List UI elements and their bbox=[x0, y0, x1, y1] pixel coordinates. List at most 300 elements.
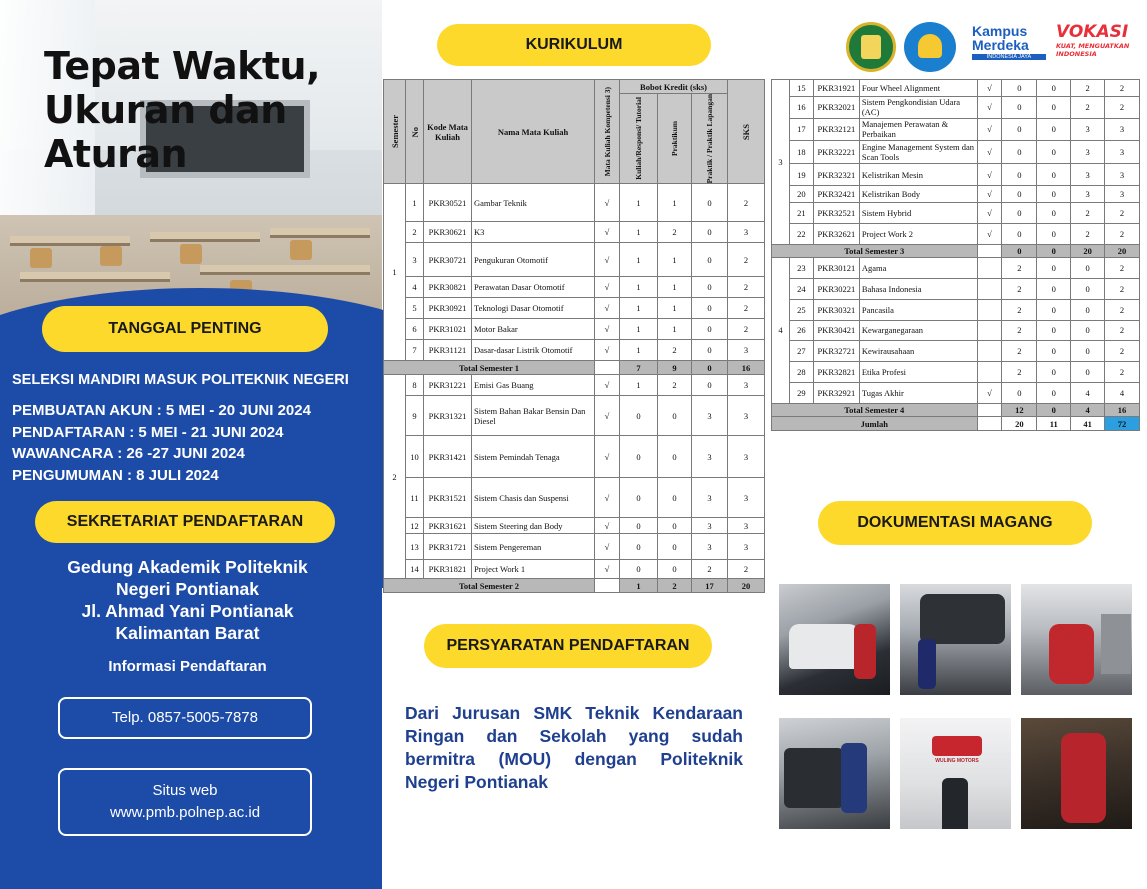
table-cell: 2 bbox=[1071, 223, 1105, 244]
table-cell: 0 bbox=[692, 277, 728, 298]
table-cell: 1 bbox=[620, 243, 658, 277]
table-cell bbox=[977, 278, 1002, 299]
table-cell: 0 bbox=[1002, 80, 1037, 97]
sekretariat-label: SEKRETARIAT PENDAFTARAN bbox=[35, 501, 335, 543]
photo-sign-text: WULING MOTORS bbox=[935, 758, 979, 764]
total-cell: 0 bbox=[1037, 244, 1071, 258]
table-cell: √ bbox=[595, 277, 620, 298]
table-cell: 29 bbox=[789, 383, 813, 404]
table-cell: 0 bbox=[1002, 164, 1037, 186]
table-cell: PKR32321 bbox=[813, 164, 859, 186]
table-cell: 0 bbox=[658, 518, 692, 534]
semester-cell: 1 bbox=[384, 184, 406, 361]
table-cell: √ bbox=[595, 518, 620, 534]
total-cell: 20 bbox=[1105, 244, 1140, 258]
table-cell: 2 bbox=[406, 222, 424, 243]
table-row bbox=[772, 223, 1140, 244]
table-cell: √ bbox=[595, 375, 620, 396]
table-cell: 0 bbox=[1002, 223, 1037, 244]
polnep-logo bbox=[846, 22, 896, 72]
sekretariat-address: Gedung Akademik Politeknik Negeri Pontianak Jl. Ahmad Yani Pontianak Kalimantan Barat bbox=[67, 557, 308, 643]
table-cell: PKR30821 bbox=[424, 277, 472, 298]
table-row bbox=[384, 560, 765, 579]
table-cell: 2 bbox=[1105, 96, 1140, 118]
table-cell: 0 bbox=[1071, 278, 1105, 299]
table-cell: PKR30921 bbox=[424, 298, 472, 319]
table-cell: 2 bbox=[728, 184, 765, 222]
table-cell: Gambar Teknik bbox=[472, 184, 595, 222]
table-cell: 0 bbox=[692, 375, 728, 396]
table-row bbox=[772, 362, 1140, 383]
total-cell: 7 bbox=[620, 361, 658, 375]
table-cell bbox=[977, 258, 1002, 279]
total-cell: 17 bbox=[692, 579, 728, 593]
table-cell: 0 bbox=[658, 396, 692, 436]
table-cell: 3 bbox=[728, 222, 765, 243]
table-cell: 0 bbox=[1037, 341, 1071, 362]
table-cell: 24 bbox=[789, 278, 813, 299]
website-url: www.pmb.polnep.ac.id bbox=[109, 804, 261, 821]
table-cell: 0 bbox=[1037, 164, 1071, 186]
dokumentasi-label: DOKUMENTASI MAGANG bbox=[818, 501, 1092, 545]
table-cell: 2 bbox=[1105, 202, 1140, 223]
total-cell: 2 bbox=[658, 579, 692, 593]
table-cell: 14 bbox=[406, 560, 424, 579]
table-cell: 5 bbox=[406, 298, 424, 319]
website-box[interactable] bbox=[58, 768, 312, 836]
table-cell: Project Work 2 bbox=[859, 223, 977, 244]
table-cell: 0 bbox=[1037, 80, 1071, 97]
table-cell: √ bbox=[977, 383, 1002, 404]
table-cell: 3 bbox=[1105, 186, 1140, 203]
table-cell: 16 bbox=[789, 96, 813, 118]
header-lapangan: Praktik / Praktik Lapangan bbox=[692, 94, 728, 184]
page-title: Tepat Waktu, Ukuran dan Aturan bbox=[44, 44, 321, 176]
curriculum-table-right-wrap bbox=[771, 79, 1140, 431]
table-cell: √ bbox=[977, 96, 1002, 118]
table-cell: 3 bbox=[728, 436, 765, 478]
table-cell: 2 bbox=[728, 298, 765, 319]
table-cell: 2 bbox=[658, 222, 692, 243]
table-row bbox=[772, 164, 1140, 186]
table-cell: Teknologi Dasar Otomotif bbox=[472, 298, 595, 319]
informasi-pendaftaran-label: Informasi Pendaftaran bbox=[108, 658, 267, 675]
table-cell bbox=[977, 362, 1002, 383]
tanggal-item: PEMBUATAN AKUN : 5 MEI - 20 JUNI 2024 bbox=[12, 402, 311, 419]
table-row bbox=[384, 396, 765, 436]
table-cell: 4 bbox=[1071, 383, 1105, 404]
grand-total-cell: 20 bbox=[1002, 417, 1037, 431]
table-cell: Bahasa Indonesia bbox=[859, 278, 977, 299]
table-cell bbox=[977, 299, 1002, 320]
table-row bbox=[384, 243, 765, 277]
table-cell: 10 bbox=[406, 436, 424, 478]
table-cell: 1 bbox=[620, 340, 658, 361]
table-cell: 0 bbox=[1002, 383, 1037, 404]
table-cell: PKR31121 bbox=[424, 340, 472, 361]
table-cell: √ bbox=[977, 223, 1002, 244]
table-cell: √ bbox=[595, 396, 620, 436]
internship-photo bbox=[900, 718, 1011, 829]
table-cell: 0 bbox=[620, 518, 658, 534]
table-cell: 1 bbox=[658, 319, 692, 340]
table-cell: 0 bbox=[1037, 186, 1071, 203]
table-cell: √ bbox=[595, 478, 620, 518]
table-cell: 0 bbox=[1037, 299, 1071, 320]
semester-cell: 4 bbox=[772, 258, 790, 404]
seleksi-heading: SELEKSI MANDIRI MASUK POLITEKNIK NEGERI bbox=[12, 372, 349, 388]
table-cell: 25 bbox=[789, 299, 813, 320]
table-cell: PKR31321 bbox=[424, 396, 472, 436]
table-cell: 0 bbox=[692, 243, 728, 277]
table-cell: 0 bbox=[658, 478, 692, 518]
table-cell: Sistem Chasis dan Suspensi bbox=[472, 478, 595, 518]
table-cell: 0 bbox=[1002, 96, 1037, 118]
header-no: No bbox=[406, 80, 424, 184]
table-cell: PKR32621 bbox=[813, 223, 859, 244]
header-bobot: Bobot Kredit (sks) bbox=[620, 80, 728, 94]
table-cell: 3 bbox=[1105, 118, 1140, 141]
table-cell: 3 bbox=[1105, 141, 1140, 164]
table-cell: Sistem Pengereman bbox=[472, 534, 595, 560]
table-cell: 4 bbox=[406, 277, 424, 298]
table-cell: Four Wheel Alignment bbox=[859, 80, 977, 97]
table-cell: 3 bbox=[692, 436, 728, 478]
internship-photo bbox=[779, 584, 890, 695]
table-row bbox=[772, 141, 1140, 164]
table-cell: 0 bbox=[1037, 383, 1071, 404]
total-cell: 20 bbox=[728, 579, 765, 593]
tanggal-penting-label: TANGGAL PENTING bbox=[42, 306, 328, 352]
table-cell: 0 bbox=[1071, 320, 1105, 341]
table-cell: Dasar-dasar Listrik Otomotif bbox=[472, 340, 595, 361]
grand-total-cell: 11 bbox=[1037, 417, 1071, 431]
table-cell: 0 bbox=[620, 534, 658, 560]
total-cell bbox=[977, 244, 1002, 258]
table-cell: PKR30321 bbox=[813, 299, 859, 320]
table-cell: 2 bbox=[1105, 80, 1140, 97]
total-cell: 16 bbox=[1105, 403, 1140, 417]
table-cell: 0 bbox=[620, 560, 658, 579]
grand-total-cell bbox=[977, 417, 1002, 431]
table-cell: 18 bbox=[789, 141, 813, 164]
header-sks: SKS bbox=[728, 80, 765, 184]
table-cell: Kewirausahaan bbox=[859, 341, 977, 362]
table-cell: 1 bbox=[658, 243, 692, 277]
table-cell: Agama bbox=[859, 258, 977, 279]
table-cell: 2 bbox=[1105, 362, 1140, 383]
table-cell: 0 bbox=[658, 560, 692, 579]
table-cell: √ bbox=[595, 340, 620, 361]
total-row bbox=[384, 579, 765, 593]
tut-wuri-logo bbox=[904, 22, 956, 72]
table-row bbox=[772, 118, 1140, 141]
table-cell: 1 bbox=[620, 277, 658, 298]
table-cell: 0 bbox=[1071, 258, 1105, 279]
tanggal-list bbox=[12, 400, 380, 486]
table-cell: 3 bbox=[1071, 141, 1105, 164]
table-cell: 1 bbox=[620, 319, 658, 340]
table-cell: Sistem Pemindah Tenaga bbox=[472, 436, 595, 478]
table-cell: 2 bbox=[692, 560, 728, 579]
table-row bbox=[772, 383, 1140, 404]
table-cell: 0 bbox=[692, 222, 728, 243]
table-cell: 3 bbox=[1071, 118, 1105, 141]
table-cell: 0 bbox=[1037, 320, 1071, 341]
table-cell: Sistem Bahan Bakar Bensin Dan Diesel bbox=[472, 396, 595, 436]
table-cell: 0 bbox=[692, 298, 728, 319]
table-cell: 0 bbox=[658, 534, 692, 560]
table-cell: 22 bbox=[789, 223, 813, 244]
table-cell: 0 bbox=[692, 184, 728, 222]
curriculum-table-right bbox=[771, 79, 1140, 431]
table-row bbox=[772, 278, 1140, 299]
table-cell: 28 bbox=[789, 362, 813, 383]
total-label: Total Semester 2 bbox=[384, 579, 595, 593]
total-cell bbox=[595, 361, 620, 375]
table-row bbox=[384, 436, 765, 478]
table-cell: 19 bbox=[789, 164, 813, 186]
table-row bbox=[384, 478, 765, 518]
header-kompetensi: Mata Kuliah Kompetensi 3) bbox=[595, 80, 620, 184]
table-cell: PKR32421 bbox=[813, 186, 859, 203]
vokasi-logo: VOKASI KUAT, MENGUATKAN INDONESIA bbox=[1056, 22, 1130, 58]
table-cell: PKR30121 bbox=[813, 258, 859, 279]
table-cell: PKR32921 bbox=[813, 383, 859, 404]
total-cell: 0 bbox=[1037, 403, 1071, 417]
table-cell: Perawatan Dasar Otomotif bbox=[472, 277, 595, 298]
tanggal-item: WAWANCARA : 26 -27 JUNI 2024 bbox=[12, 445, 245, 462]
table-cell: 0 bbox=[1002, 186, 1037, 203]
table-cell: √ bbox=[595, 243, 620, 277]
hero-classroom-image bbox=[0, 0, 382, 330]
total-cell: 0 bbox=[1002, 244, 1037, 258]
table-cell: 3 bbox=[692, 534, 728, 560]
table-cell bbox=[977, 341, 1002, 362]
table-cell: 4 bbox=[1105, 383, 1140, 404]
table-cell: 1 bbox=[620, 184, 658, 222]
internship-photo bbox=[900, 584, 1011, 695]
table-cell: 21 bbox=[789, 202, 813, 223]
table-cell: Motor Bakar bbox=[472, 319, 595, 340]
table-cell: Pancasila bbox=[859, 299, 977, 320]
tanggal-item: PENGUMUMAN : 8 JULI 2024 bbox=[12, 466, 219, 484]
table-row bbox=[384, 277, 765, 298]
table-cell: 3 bbox=[406, 243, 424, 277]
table-cell: 20 bbox=[789, 186, 813, 203]
table-cell: PKR32121 bbox=[813, 118, 859, 141]
table-cell: 2 bbox=[1105, 299, 1140, 320]
table-cell: 0 bbox=[1037, 202, 1071, 223]
table-cell: 2 bbox=[658, 375, 692, 396]
table-cell: 2 bbox=[658, 340, 692, 361]
table-cell: PKR32521 bbox=[813, 202, 859, 223]
total-cell: 0 bbox=[692, 361, 728, 375]
header-semester: Semester bbox=[384, 80, 406, 184]
table-cell: Kelistrikan Mesin bbox=[859, 164, 977, 186]
table-cell: 17 bbox=[789, 118, 813, 141]
table-cell: √ bbox=[595, 319, 620, 340]
table-cell: PKR32721 bbox=[813, 341, 859, 362]
grand-total-cell: 41 bbox=[1071, 417, 1105, 431]
internship-photo bbox=[1021, 718, 1132, 829]
table-cell: Project Work 1 bbox=[472, 560, 595, 579]
internship-photo bbox=[779, 718, 890, 829]
table-cell: Emisi Gas Buang bbox=[472, 375, 595, 396]
total-cell: 9 bbox=[658, 361, 692, 375]
table-cell: PKR32221 bbox=[813, 141, 859, 164]
table-cell: 0 bbox=[1037, 258, 1071, 279]
header-kode: Kode Mata Kuliah bbox=[424, 80, 472, 184]
grand-total-row bbox=[772, 417, 1140, 431]
table-cell: √ bbox=[595, 560, 620, 579]
table-cell: 1 bbox=[406, 184, 424, 222]
header-kuliah: Kuliah/Responsi/ Tutorial bbox=[620, 94, 658, 184]
table-cell: 0 bbox=[1037, 362, 1071, 383]
table-cell: 7 bbox=[406, 340, 424, 361]
table-cell: √ bbox=[977, 164, 1002, 186]
table-cell: Manajemen Perawatan & Perbaikan bbox=[859, 118, 977, 141]
table-cell: PKR30721 bbox=[424, 243, 472, 277]
persyaratan-label: PERSYARATAN PENDAFTARAN bbox=[424, 624, 712, 668]
table-cell: 15 bbox=[789, 80, 813, 97]
table-row bbox=[772, 299, 1140, 320]
table-cell: 2 bbox=[1002, 341, 1037, 362]
table-cell: 0 bbox=[1037, 96, 1071, 118]
table-cell: 0 bbox=[620, 436, 658, 478]
table-cell: 0 bbox=[1037, 223, 1071, 244]
website-label: Situs web bbox=[152, 782, 218, 799]
table-cell: 6 bbox=[406, 319, 424, 340]
table-row bbox=[384, 184, 765, 222]
table-cell: 0 bbox=[1002, 141, 1037, 164]
table-cell: 8 bbox=[406, 375, 424, 396]
table-cell: 1 bbox=[620, 222, 658, 243]
table-cell: 0 bbox=[1002, 118, 1037, 141]
phone-box[interactable] bbox=[58, 697, 312, 739]
table-cell: 2 bbox=[1105, 341, 1140, 362]
table-row bbox=[772, 341, 1140, 362]
table-cell: PKR30421 bbox=[813, 320, 859, 341]
tanggal-item: PENDAFTARAN : 5 MEI - 21 JUNI 2024 bbox=[12, 423, 284, 441]
table-cell: 12 bbox=[406, 518, 424, 534]
table-cell: 0 bbox=[692, 340, 728, 361]
table-cell: 27 bbox=[789, 341, 813, 362]
table-cell: 11 bbox=[406, 478, 424, 518]
table-cell: 9 bbox=[406, 396, 424, 436]
table-cell: 2 bbox=[1105, 223, 1140, 244]
table-row bbox=[772, 96, 1140, 118]
table-cell: 2 bbox=[1105, 258, 1140, 279]
table-cell: 0 bbox=[1037, 141, 1071, 164]
table-cell: 2 bbox=[728, 560, 765, 579]
table-cell: √ bbox=[977, 118, 1002, 141]
total-cell: 1 bbox=[620, 579, 658, 593]
table-cell: 0 bbox=[1071, 341, 1105, 362]
table-cell: 13 bbox=[406, 534, 424, 560]
total-cell: 12 bbox=[1002, 403, 1037, 417]
persyaratan-text: Dari Jurusan SMK Teknik Kendaraan Ringan dan Sekolah yang sudah bermitra (MOU) dengan Politeknik Negeri Pontianak bbox=[405, 703, 743, 792]
table-cell: Sistem Hybrid bbox=[859, 202, 977, 223]
table-cell: Kewarganegaraan bbox=[859, 320, 977, 341]
table-row bbox=[384, 222, 765, 243]
table-cell: √ bbox=[595, 436, 620, 478]
curriculum-table-left bbox=[383, 79, 765, 593]
table-cell: 1 bbox=[658, 277, 692, 298]
table-cell: PKR32021 bbox=[813, 96, 859, 118]
table-cell: 2 bbox=[1105, 320, 1140, 341]
table-cell: 0 bbox=[1071, 299, 1105, 320]
table-cell: PKR30521 bbox=[424, 184, 472, 222]
table-cell: 2 bbox=[1071, 202, 1105, 223]
table-cell: √ bbox=[595, 222, 620, 243]
table-cell: 3 bbox=[728, 375, 765, 396]
table-cell: 0 bbox=[692, 319, 728, 340]
table-cell: 3 bbox=[1071, 186, 1105, 203]
kurikulum-label: KURIKULUM bbox=[437, 24, 711, 66]
table-row bbox=[772, 186, 1140, 203]
table-row bbox=[384, 518, 765, 534]
table-cell: 2 bbox=[728, 319, 765, 340]
table-cell: √ bbox=[977, 186, 1002, 203]
table-cell: 1 bbox=[620, 298, 658, 319]
table-cell: 2 bbox=[1071, 96, 1105, 118]
curriculum-table-left-wrap bbox=[383, 79, 765, 591]
semester-cell: 3 bbox=[772, 80, 790, 245]
table-cell: PKR31421 bbox=[424, 436, 472, 478]
table-row bbox=[384, 340, 765, 361]
table-cell: Kelistrikan Body bbox=[859, 186, 977, 203]
table-cell: PKR31621 bbox=[424, 518, 472, 534]
table-cell: 0 bbox=[1002, 202, 1037, 223]
phone-text: Telp. 0857-5005-7878 bbox=[112, 709, 258, 726]
table-cell: 0 bbox=[1037, 278, 1071, 299]
header-praktikum: Praktikum bbox=[658, 94, 692, 184]
total-label: Total Semester 3 bbox=[772, 244, 978, 258]
table-row bbox=[772, 258, 1140, 279]
header-nama: Nama Mata Kuliah bbox=[472, 80, 595, 184]
table-cell: 3 bbox=[692, 518, 728, 534]
total-cell bbox=[977, 403, 1002, 417]
table-cell: 2 bbox=[1105, 278, 1140, 299]
table-cell: Engine Management System dan Scan Tools bbox=[859, 141, 977, 164]
total-cell: 20 bbox=[1071, 244, 1105, 258]
table-cell: 2 bbox=[1071, 80, 1105, 97]
table-row bbox=[384, 534, 765, 560]
table-cell: 26 bbox=[789, 320, 813, 341]
grand-total-label: Jumlah bbox=[772, 417, 978, 431]
total-row bbox=[772, 244, 1140, 258]
table-cell: PKR32821 bbox=[813, 362, 859, 383]
table-row bbox=[384, 375, 765, 396]
table-cell: Tugas Akhir bbox=[859, 383, 977, 404]
table-cell: √ bbox=[595, 534, 620, 560]
table-cell: 0 bbox=[1037, 118, 1071, 141]
table-cell: 2 bbox=[1002, 320, 1037, 341]
table-cell: 3 bbox=[728, 518, 765, 534]
table-cell: 3 bbox=[728, 340, 765, 361]
table-cell: 3 bbox=[692, 478, 728, 518]
table-cell: 3 bbox=[1105, 164, 1140, 186]
left-panel bbox=[0, 0, 382, 889]
table-cell: √ bbox=[977, 202, 1002, 223]
total-row bbox=[772, 403, 1140, 417]
table-cell: √ bbox=[977, 141, 1002, 164]
table-cell: 3 bbox=[728, 396, 765, 436]
table-cell: 2 bbox=[1002, 299, 1037, 320]
table-cell: 2 bbox=[728, 243, 765, 277]
table-row bbox=[772, 202, 1140, 223]
